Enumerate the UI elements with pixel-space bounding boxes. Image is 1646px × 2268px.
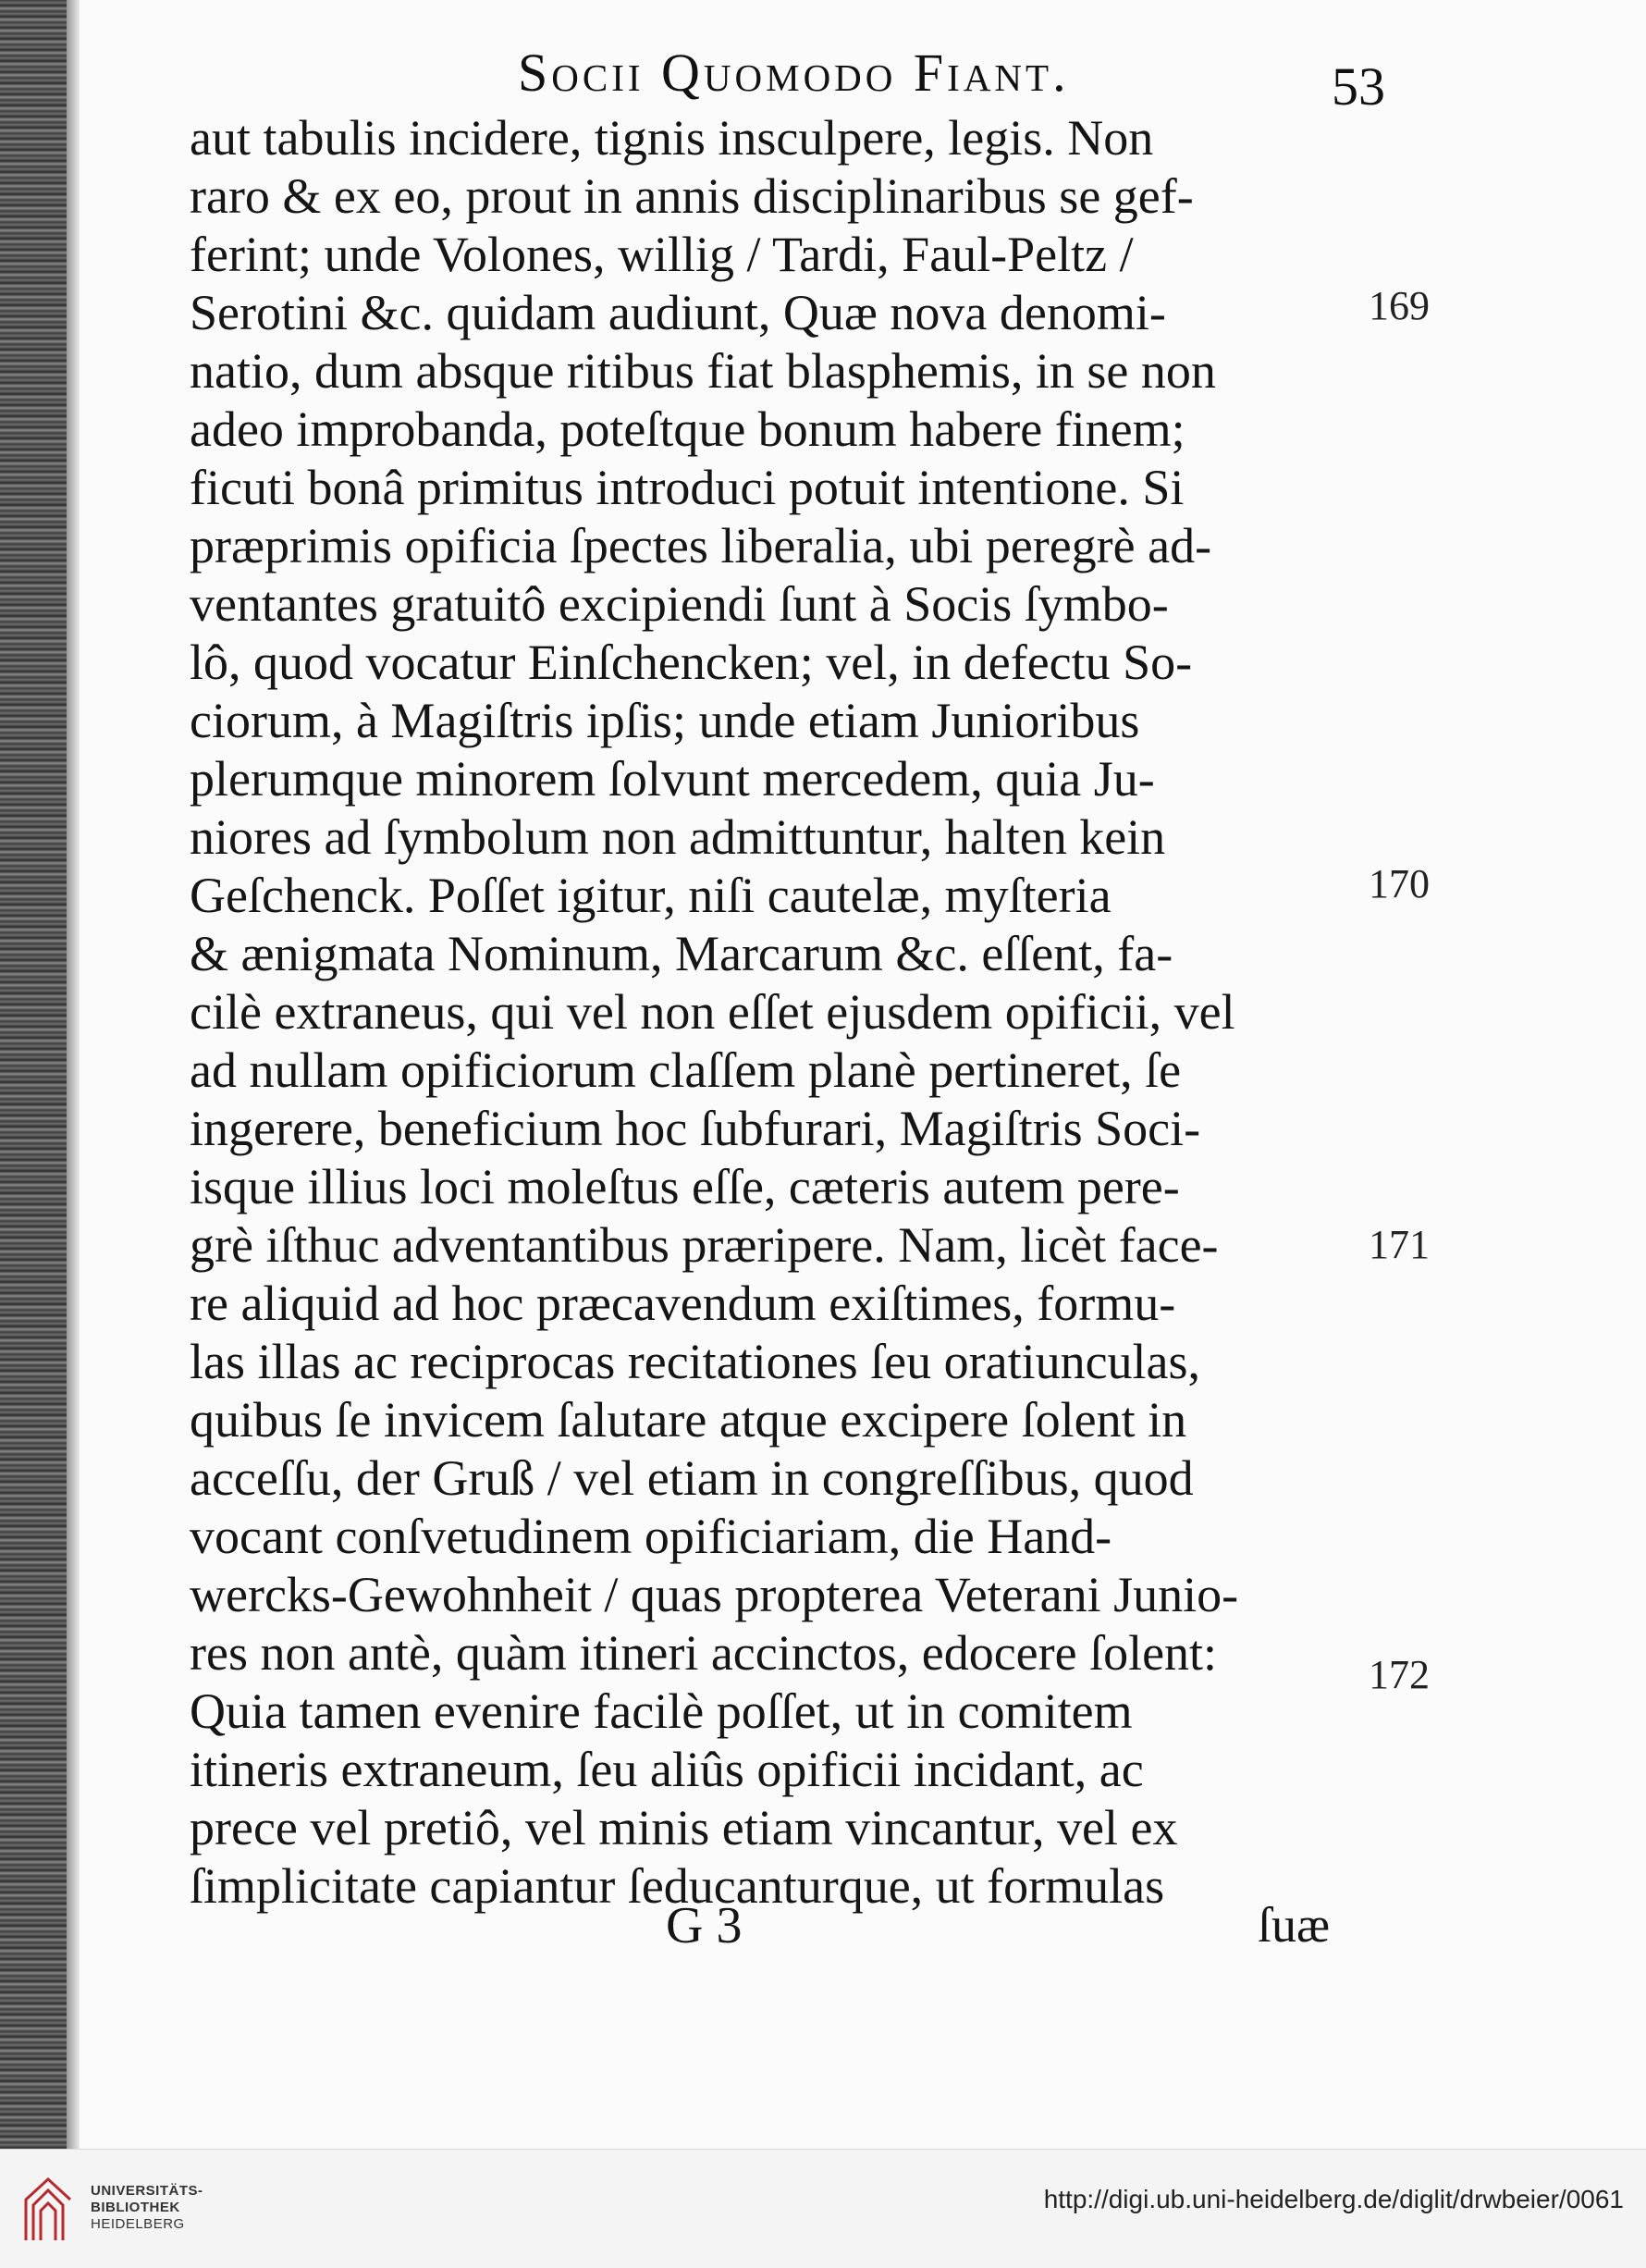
text-line: prece vel pretiô, vel minis etiam vincantur, vel ex — [190, 1800, 1178, 1855]
text-line: wercks-Gewohnheit / quas propterea Veterani Junio- — [190, 1567, 1239, 1622]
library-name-line: BIBLIOTHEK — [91, 2200, 180, 2215]
body-text — [190, 109, 1392, 1959]
library-logo-icon — [20, 2172, 78, 2246]
text-line: ficuti bonâ primitus introduci potuit intentione. Si — [190, 460, 1185, 515]
text-line: res non antè, quàm itineri accinctos, edocere ſolent: — [190, 1625, 1218, 1681]
text-line: lô, quod vocatur Einſchencken; vel, in defectu So- — [190, 635, 1193, 690]
library-name-line: HEIDELBERG — [91, 2216, 185, 2232]
text-line: Serotini &c. quidam audiunt, Quæ nova denomi- — [190, 285, 1166, 340]
text-line: aut tabulis incidere, tignis insculpere, legis. Non — [190, 110, 1154, 166]
marginal-number: 171 — [1369, 1222, 1430, 1267]
spine-edge-gradient — [67, 0, 80, 2149]
text-line: raro & ex eo, prout in annis disciplinaribus se gef- — [190, 168, 1194, 224]
book-spine-shadow — [0, 0, 67, 2149]
text-line: ventantes gratuitô excipiendi ſunt à Socis ſymbo- — [190, 576, 1169, 632]
text-line: acceſſu, der Gruß / vel etiam in congreſſibus, quod — [190, 1450, 1194, 1506]
running-head: Socii Quomodo Fiant. — [518, 43, 1070, 103]
library-name-line: UNIVERSITÄTS- — [91, 2183, 203, 2199]
text-line: ingerere, beneficium hoc ſubfurari, Magiſtris Soci- — [190, 1101, 1201, 1156]
text-line: grè iſthuc adventantibus præripere. Nam, licèt face- — [190, 1217, 1219, 1273]
text-line: itineris extraneum, ſeu aliûs opificii incidant, ac — [190, 1742, 1144, 1797]
text-line: & ænigmata Nominum, Marcarum &c. eſſent, fa- — [190, 926, 1173, 981]
text-line: ciorum, à Magiſtris ipſis; unde etiam Junioribus — [190, 693, 1140, 748]
logo-stroke — [33, 2190, 63, 2240]
text-line: natio, dum absque ritibus fiat blasphemis, in se non — [190, 343, 1216, 399]
viewer-footer — [0, 2149, 1646, 2268]
library-name — [91, 2183, 294, 2248]
text-line: quibus ſe invicem ſalutare atque excipere ſolent in — [190, 1392, 1187, 1448]
source-url[interactable]: http://digi.ub.uni-heidelberg.de/diglit/drwbeier/0061 — [1043, 2185, 1624, 2213]
text-line: niores ad ſymbolum non admittuntur, halten kein — [190, 809, 1166, 865]
signature-mark: G 3 — [666, 1897, 743, 1954]
marginal-number: 172 — [1369, 1652, 1430, 1697]
text-line: Quia tamen evenire facilè poſſet, ut in comitem — [190, 1683, 1133, 1739]
marginal-number: 169 — [1369, 283, 1430, 328]
text-line: ferint; unde Volones, willig / Tardi, Faul-Peltz / — [190, 227, 1134, 282]
text-line: ſimplicitate capiantur ſeducanturque, ut formulas — [190, 1858, 1165, 1914]
text-line: las illas ac reciprocas recitationes ſeu oratiunculas, — [190, 1334, 1201, 1389]
text-line: vocant conſvetudinem opificiariam, die Hand- — [190, 1509, 1112, 1564]
text-line: Geſchenck. Poſſet igitur, niſi cautelæ, myſteria — [190, 868, 1112, 923]
catchword: ſuæ — [1258, 1897, 1331, 1953]
logo-stroke — [41, 2203, 55, 2240]
text-line: præprimis opificia ſpectes liberalia, ubi peregrè ad- — [190, 518, 1212, 573]
text-line: adeo improbanda, poteſtque bonum habere finem; — [190, 401, 1185, 457]
text-line: isque illius loci moleſtus eſſe, cæteris autem pere- — [190, 1159, 1180, 1214]
page-number: 53 — [1332, 56, 1385, 117]
text-line: ad nullam opificiorum claſſem planè pertineret, ſe — [190, 1042, 1182, 1098]
text-line: cilè extraneus, qui vel non eſſet ejusdem opificii, vel — [190, 984, 1235, 1040]
marginal-number: 170 — [1369, 861, 1430, 906]
text-line: plerumque minorem ſolvunt mercedem, quia Ju- — [190, 751, 1155, 807]
text-line: re aliquid ad hoc præcavendum exiſtimes, formu- — [190, 1276, 1176, 1331]
